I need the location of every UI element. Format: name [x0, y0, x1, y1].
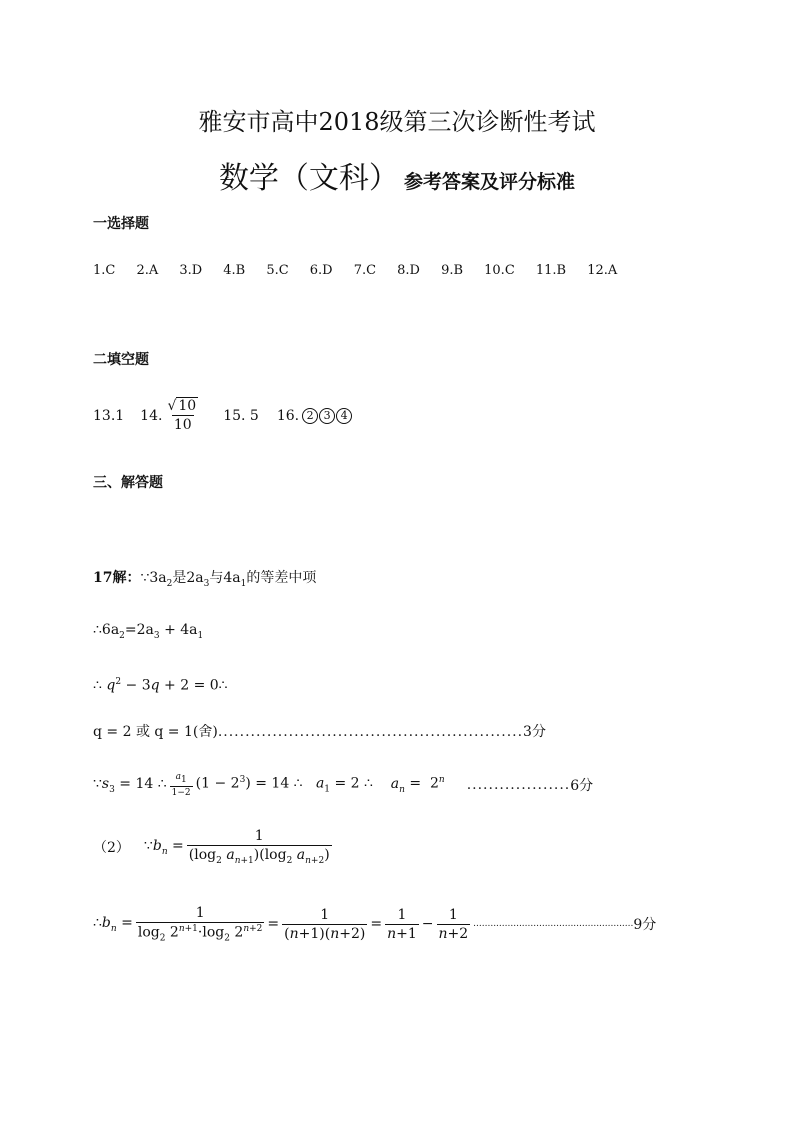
word-midterm: 的等差中项 — [246, 570, 317, 586]
score-9: 9分 — [633, 917, 657, 934]
choice-answer: 3.D — [179, 263, 203, 278]
document-subtitle — [0, 153, 794, 197]
word-yu: 与 — [209, 570, 224, 586]
section-solve-heading: 三、解答题 — [93, 475, 163, 491]
solution-17-line2: $\therefore 6a_2=2a_3 + 4a_1$ — [93, 622, 204, 641]
dot-leader: ................... — [466, 776, 571, 793]
choice-answer: 9.B — [441, 263, 464, 278]
choice-answer: 2.A — [136, 263, 159, 278]
choice-answer: 7.C — [353, 263, 377, 278]
answer-16-label: 16. — [276, 407, 300, 424]
subject-title: 数学（文科） — [218, 161, 399, 196]
solution-17-label: 17解： — [93, 570, 141, 586]
choice-answer: 11.B — [535, 263, 567, 278]
choice-answers — [93, 259, 633, 278]
circled-number: 2 — [302, 408, 318, 424]
choice-answer: 8.D — [397, 263, 420, 278]
section-fill-heading: 二填空题 — [93, 352, 149, 368]
solution-17-part2: （2） $\because b_n$ = $\frac{1}{(\log_2 a_{n+1})(\log_2 a_{n+2})}$ — [93, 828, 330, 866]
circled-number: 4 — [336, 408, 352, 424]
solution-17-line4 — [93, 721, 546, 741]
choice-answer: 6.D — [309, 263, 333, 278]
choice-answer: 10.C — [484, 263, 515, 278]
answer-14-label: 14. — [140, 407, 163, 424]
circled-number: 3 — [319, 408, 335, 424]
choice-answer: 4.B — [223, 263, 246, 278]
answer-13: 13.1 — [93, 407, 125, 424]
answer-key-title: 参考答案及评分标准 — [404, 171, 576, 193]
answer-15: 15. 5 — [223, 407, 259, 424]
document-title: 雅安市高中2018级第三次诊断性考试 — [198, 108, 596, 136]
dot-leader: ........................................................ — [217, 724, 524, 740]
solution-17-line-final: $\therefore b_n$ = $\frac{1}{\log_2 2^{n+1}\cdot\log_2 2^{n+2}}$ = $\frac{1}{(n+1)(n+2)}$ = $\frac{1}{n+1}$ − $\frac{1}{n+2}$ ........................................................ 9分 — [93, 905, 657, 944]
solution-17-line3: ∴ $q^2 - 3q + 2$ = 0∴ — [93, 677, 228, 694]
solution-17-line1: 17解：$\because 3a_2$是$2a_3$与$4a_1$的等差中项 — [93, 570, 317, 589]
score-3: 3分 — [523, 724, 546, 740]
part2-label: （2） — [93, 839, 130, 856]
section-choice-heading: 一选择题 — [93, 216, 149, 232]
answer-14-fraction: $\frac{√ 10}{10}$ — [167, 398, 197, 433]
score-6: 6分 — [570, 777, 594, 794]
answer-14-denominator: 10 — [173, 417, 192, 433]
choice-answer: 5.C — [266, 263, 289, 278]
choice-answer: 1.C — [93, 263, 116, 278]
q-values: q = 2 或 q = 1(舍) — [93, 724, 218, 740]
answer-14-numerator: 10 — [178, 398, 197, 414]
choice-answer: 12.A — [587, 263, 618, 278]
solution-17-line5: $\because s_3 = 14$ ∴ $\frac{a_1}{1-2}$ $(1 - 2^3) = 14$ ∴ $a_1 = 2$ ∴ $a_n = 2^n$ ................... 6分 — [93, 772, 594, 798]
fill-answers — [93, 398, 353, 433]
dot-leader: ........................................................ — [473, 919, 634, 930]
word-shi: 是 — [172, 570, 187, 586]
